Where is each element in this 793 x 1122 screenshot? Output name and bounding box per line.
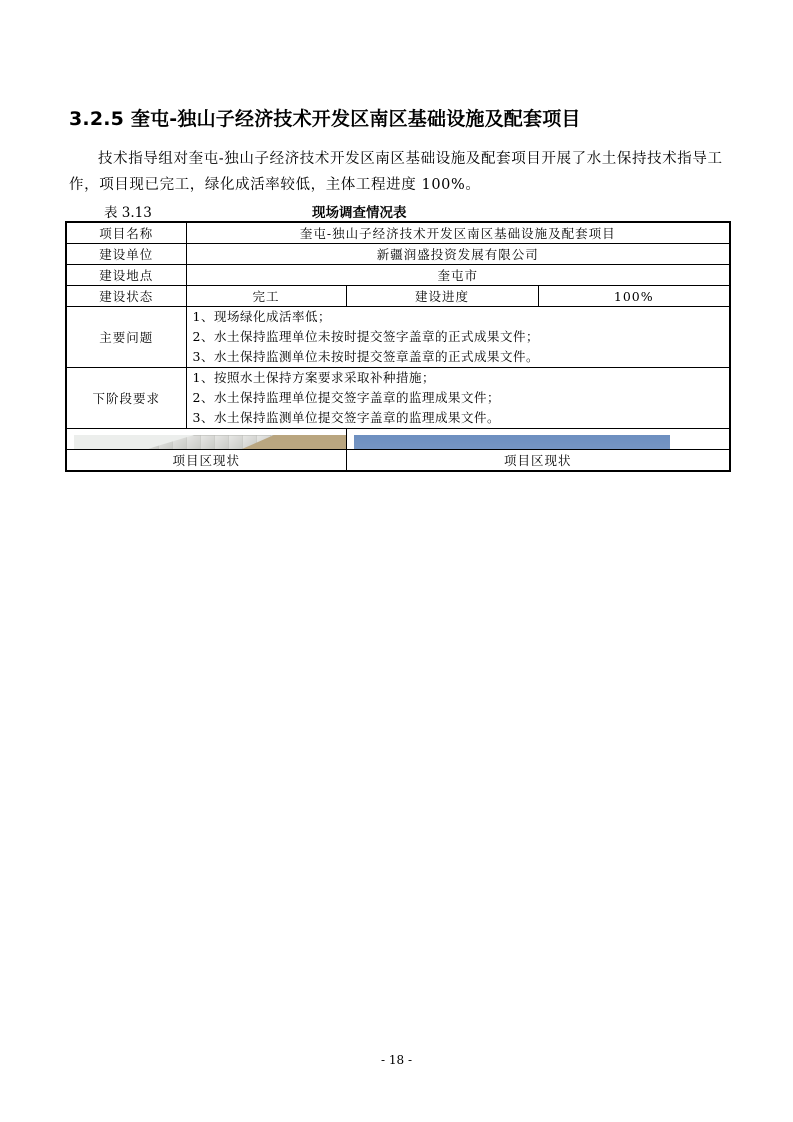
table-title: 现场调查情况表	[312, 205, 407, 221]
status-label: 建设状态	[66, 286, 186, 307]
section-paragraph: 技术指导组对奎屯-独山子经济技术开发区南区基础设施及配套项目开展了水土保持技术指导工作，项目现已完工，绿化成活率较低，主体工程进度 100%。	[69, 151, 723, 193]
progress-label: 建设进度	[346, 286, 538, 307]
list-item: 2、水土保持监理单位未按时提交签字盖章的正式成果文件；	[192, 329, 539, 344]
problems-list	[186, 307, 730, 368]
survey-table	[65, 221, 731, 472]
row-value: 奎屯市	[186, 265, 730, 286]
next-steps-list	[186, 368, 730, 429]
site-photo-greenbelt	[74, 435, 346, 450]
section-title: 3.2.5 奎屯-独山子经济技术开发区南区基础设施及配套项目	[69, 108, 581, 130]
table-row	[66, 244, 730, 265]
table-row	[66, 307, 730, 368]
photo-cell-left	[66, 429, 346, 450]
list-item: 3、水土保持监测单位提交签字盖章的监理成果文件。	[192, 410, 500, 425]
list-item: 3、水土保持监测单位未按时提交签章盖章的正式成果文件。	[192, 349, 539, 364]
greenbelt-photo-image	[74, 435, 346, 450]
table-caption	[69, 201, 729, 221]
list-item: 2、水土保持监理单位提交签字盖章的监理成果文件；	[192, 390, 500, 405]
photo-caption-left: 项目区现状	[66, 450, 346, 472]
problems-label: 主要问题	[66, 307, 186, 368]
row-label: 建设单位	[66, 244, 186, 265]
site-photo-building	[354, 435, 670, 450]
row-value: 新疆润盛投资发展有限公司	[186, 244, 730, 265]
table-row	[66, 368, 730, 429]
table-row	[66, 286, 730, 307]
photo-caption-right: 项目区现状	[346, 450, 730, 472]
photo-cell-right	[346, 429, 730, 450]
table-row	[66, 222, 730, 244]
photo-row	[66, 429, 730, 450]
status-value: 完工	[186, 286, 346, 307]
row-label: 项目名称	[66, 222, 186, 244]
next-steps-label: 下阶段要求	[66, 368, 186, 429]
table-row	[66, 265, 730, 286]
building-photo-image	[354, 435, 670, 450]
table-number: 表 3.13	[104, 205, 152, 221]
progress-value: 100%	[538, 286, 730, 307]
row-label: 建设地点	[66, 265, 186, 286]
row-value: 奎屯-独山子经济技术开发区南区基础设施及配套项目	[186, 222, 730, 244]
page-number: - 18 -	[380, 1053, 412, 1067]
photo-caption-row	[66, 450, 730, 472]
list-item: 1、现场绿化成活率低；	[192, 309, 331, 324]
list-item: 1、按照水土保持方案要求采取补种措施；	[192, 370, 435, 385]
